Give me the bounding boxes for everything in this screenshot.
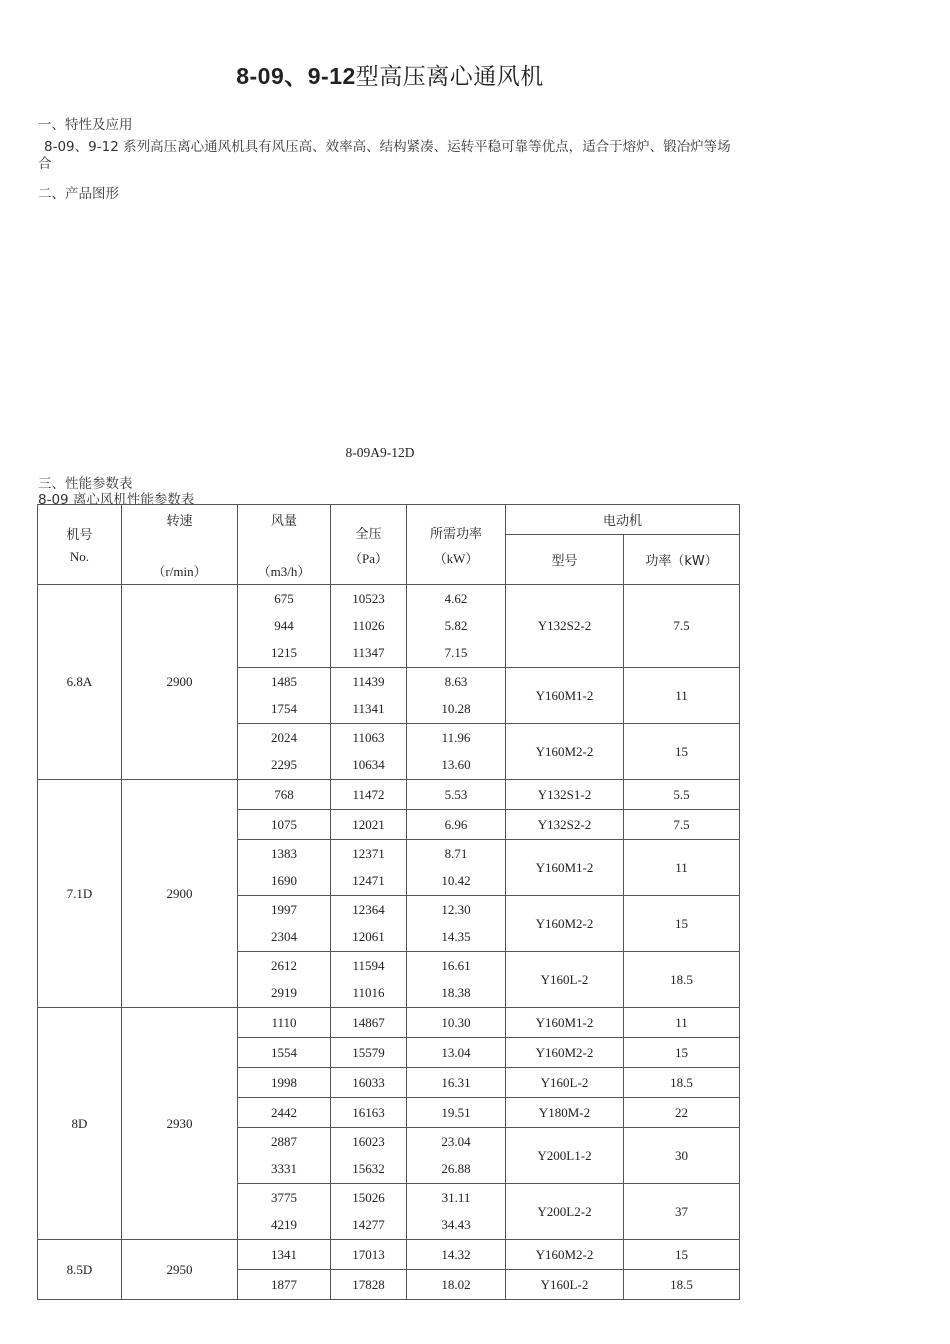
cell-flow-value: 768: [274, 786, 294, 802]
cell-pressure: [331, 1128, 407, 1184]
cell-pressure-value: 12061: [352, 929, 385, 945]
cell-flow-value: 3331: [271, 1161, 297, 1177]
cell-flow-value: 944: [274, 617, 294, 633]
header-motor-model: 型号: [506, 535, 624, 585]
cell-power-required-value: 16.61: [441, 957, 471, 973]
cell-power-required: [407, 668, 506, 724]
cell-pressure-value: 14867: [352, 1014, 385, 1030]
cell-model-no: 8D: [38, 1008, 122, 1240]
cell-motor-model: Y160L-2: [506, 1270, 624, 1300]
cell-power-required: [407, 780, 506, 810]
cell-flow-value: 4219: [271, 1217, 297, 1233]
table-row: [38, 585, 740, 668]
cell-motor-model: Y200L1-2: [506, 1128, 624, 1184]
table-body: [38, 585, 740, 1300]
cell-flow-value: 2887: [271, 1133, 297, 1149]
cell-flow-value: 1690: [271, 873, 297, 889]
header-motor: 电动机: [506, 505, 740, 535]
cell-flow-value: 1554: [271, 1044, 297, 1060]
cell-pressure: [331, 1184, 407, 1240]
cell-motor-power: 18.5: [624, 952, 740, 1008]
cell-power-required-value: 8.71: [444, 845, 468, 861]
cell-motor-model: Y132S2-2: [506, 810, 624, 840]
cell-pressure: [331, 1008, 407, 1038]
cell-flow-value: 1485: [271, 673, 297, 689]
cell-power-required-value: 11.96: [441, 729, 471, 745]
cell-pressure-value: 12021: [352, 816, 385, 832]
cell-pressure-value: 15579: [352, 1044, 385, 1060]
cell-flow: [238, 780, 331, 810]
cell-power-required: [407, 810, 506, 840]
cell-power-required-value: 34.43: [441, 1217, 471, 1233]
cell-flow-value: 2612: [271, 957, 297, 973]
cell-power-required-value: 10.28: [441, 701, 471, 717]
cell-flow: [238, 1038, 331, 1068]
cell-motor-model: Y160M1-2: [506, 840, 624, 896]
cell-pressure-value: 12371: [352, 845, 385, 861]
cell-power-required: [407, 1038, 506, 1068]
title-text: 型高压离心通风机: [355, 64, 544, 90]
header-flow-unit: （m3/h）: [257, 563, 311, 579]
header-model-no-cn: 机号: [66, 528, 93, 543]
cell-flow-value: 2295: [271, 757, 297, 773]
cell-power-required-value: 16.31: [441, 1074, 471, 1090]
cell-pressure-value: 11063: [352, 729, 385, 745]
cell-flow-value: 1215: [271, 645, 297, 661]
cell-motor-power: 7.5: [624, 810, 740, 840]
table-row: [38, 1008, 740, 1038]
cell-motor-power: 11: [624, 1008, 740, 1038]
cell-power-required: [407, 1270, 506, 1300]
cell-flow: [238, 1270, 331, 1300]
cell-flow: [238, 810, 331, 840]
section-heading-features: 一、特性及应用: [38, 117, 133, 133]
description-paragraph: 8-09、9-12 系列高压离心通风机具有风压高、效率高、结构紧凑、运转平稳可靠等优点，适合于熔炉、锻冶炉等场合: [38, 139, 731, 172]
cell-motor-model: Y160M1-2: [506, 1008, 624, 1038]
cell-motor-power: 15: [624, 1240, 740, 1270]
cell-flow: [238, 585, 331, 668]
cell-power-required-value: 14.32: [441, 1246, 471, 1262]
table-row: [38, 780, 740, 810]
cell-power-required-value: 18.38: [441, 985, 471, 1001]
cell-flow-value: 1754: [271, 701, 297, 717]
cell-motor-model: Y160M2-2: [506, 1038, 624, 1068]
cell-flow: [238, 1098, 331, 1128]
cell-pressure-value: 17013: [352, 1246, 385, 1262]
cell-speed: 2900: [122, 780, 238, 1008]
cell-flow-value: 1110: [271, 1014, 297, 1030]
cell-motor-power: 22: [624, 1098, 740, 1128]
header-pressure-label: 全压: [355, 526, 382, 542]
title-model: 8-09、9-12: [236, 63, 356, 89]
cell-power-required: [407, 1068, 506, 1098]
table-title: 8-09 离心风机性能参数表: [38, 492, 195, 508]
cell-flow: [238, 668, 331, 724]
cell-motor-model: Y160L-2: [506, 952, 624, 1008]
cell-power-required: [407, 1098, 506, 1128]
cell-flow: [238, 1184, 331, 1240]
cell-power-required: [407, 840, 506, 896]
cell-power-required-value: 4.62: [444, 590, 468, 606]
cell-motor-power: 15: [624, 1038, 740, 1068]
cell-pressure-value: 17828: [352, 1276, 385, 1292]
cell-motor-model: Y200L2-2: [506, 1184, 624, 1240]
cell-power-required-value: 13.04: [441, 1044, 471, 1060]
cell-motor-model: Y160M2-2: [506, 724, 624, 780]
cell-flow-value: 1877: [271, 1276, 297, 1292]
cell-flow-value: 1998: [271, 1074, 297, 1090]
cell-power-required-value: 6.96: [444, 816, 468, 832]
cell-pressure: [331, 724, 407, 780]
cell-flow: [238, 1240, 331, 1270]
cell-motor-power: 15: [624, 724, 740, 780]
cell-power-required-value: 5.82: [444, 617, 468, 633]
cell-power-required-value: 12.30: [441, 901, 471, 917]
cell-flow-value: 1997: [271, 901, 297, 917]
cell-flow: [238, 1008, 331, 1038]
cell-motor-power: 30: [624, 1128, 740, 1184]
cell-motor-power: 11: [624, 668, 740, 724]
header-power-required: [407, 505, 506, 585]
cell-motor-model: Y160M1-2: [506, 668, 624, 724]
cell-pressure-value: 11341: [352, 701, 385, 717]
cell-flow: [238, 1128, 331, 1184]
cell-power-required-value: 5.53: [444, 786, 468, 802]
cell-pressure: [331, 1270, 407, 1300]
cell-pressure-value: 11347: [352, 645, 385, 661]
cell-power-required: [407, 1128, 506, 1184]
header-model-no: [38, 505, 122, 585]
cell-power-required: [407, 896, 506, 952]
cell-power-required-value: 23.04: [441, 1133, 471, 1149]
cell-speed: 2900: [122, 585, 238, 780]
cell-flow: [238, 1068, 331, 1098]
cell-flow-value: 2304: [271, 929, 297, 945]
cell-pressure: [331, 1068, 407, 1098]
cell-pressure-value: 11439: [352, 673, 385, 689]
cell-power-required: [407, 724, 506, 780]
header-power-required-unit: （kW）: [433, 550, 479, 566]
cell-flow-value: 2442: [271, 1104, 297, 1120]
cell-pressure: [331, 780, 407, 810]
cell-pressure-value: 11026: [352, 617, 385, 633]
header-speed-label: 转速: [166, 513, 193, 529]
cell-power-required: [407, 585, 506, 668]
performance-table: [37, 504, 740, 1300]
cell-power-required: [407, 1008, 506, 1038]
header-motor-power: 功率（kW）: [624, 535, 740, 585]
header-power-required-label: 所需功率: [429, 526, 482, 542]
cell-pressure-value: 16033: [352, 1074, 385, 1090]
header-pressure-unit: （Pa）: [348, 550, 388, 566]
cell-pressure: [331, 585, 407, 668]
cell-flow-value: 2919: [271, 985, 297, 1001]
header-speed-unit: （r/min）: [152, 563, 207, 579]
cell-power-required-value: 13.60: [441, 757, 471, 773]
cell-flow-value: 3775: [271, 1189, 297, 1205]
cell-power-required-value: 10.42: [441, 873, 471, 889]
cell-pressure-value: 12471: [352, 873, 385, 889]
cell-pressure: [331, 1038, 407, 1068]
cell-power-required-value: 14.35: [441, 929, 471, 945]
cell-power-required-value: 7.15: [444, 645, 468, 661]
cell-flow: [238, 724, 331, 780]
cell-power-required: [407, 1184, 506, 1240]
cell-flow-value: 1341: [271, 1246, 297, 1262]
cell-motor-model: Y132S1-2: [506, 780, 624, 810]
header-flow-label: 风量: [270, 513, 297, 529]
cell-model-no: 7.1D: [38, 780, 122, 1008]
cell-speed: 2950: [122, 1240, 238, 1300]
cell-motor-model: Y160L-2: [506, 1068, 624, 1098]
cell-power-required: [407, 952, 506, 1008]
cell-flow-value: 1075: [271, 816, 297, 832]
cell-power-required-value: 19.51: [441, 1104, 471, 1120]
cell-motor-model: Y160M2-2: [506, 896, 624, 952]
cell-pressure-value: 10634: [352, 757, 385, 773]
header-flow: [238, 505, 331, 585]
figure-caption: 8-09A9-12D: [345, 445, 415, 460]
cell-pressure-value: 16163: [352, 1104, 385, 1120]
cell-pressure-value: 16023: [352, 1133, 385, 1149]
cell-power-required-value: 26.88: [441, 1161, 471, 1177]
cell-pressure-value: 11472: [352, 786, 385, 802]
cell-motor-power: 11: [624, 840, 740, 896]
cell-power-required-value: 8.63: [444, 673, 468, 689]
cell-pressure-value: 15026: [352, 1189, 385, 1205]
cell-pressure-value: 10523: [352, 590, 385, 606]
cell-flow-value: 675: [274, 590, 294, 606]
cell-pressure: [331, 1240, 407, 1270]
cell-pressure: [331, 810, 407, 840]
cell-power-required: [407, 1240, 506, 1270]
cell-motor-power: 5.5: [624, 780, 740, 810]
cell-motor-model: Y160M2-2: [506, 1240, 624, 1270]
cell-flow: [238, 952, 331, 1008]
page-title: [0, 58, 780, 91]
cell-motor-power: 37: [624, 1184, 740, 1240]
cell-motor-power: 15: [624, 896, 740, 952]
section-heading-figure: 二、产品图形: [38, 186, 119, 202]
header-model-no-en: No.: [69, 549, 90, 564]
cell-pressure: [331, 668, 407, 724]
cell-speed: 2930: [122, 1008, 238, 1240]
cell-pressure-value: 11016: [352, 985, 385, 1001]
cell-flow-value: 2024: [271, 729, 297, 745]
cell-pressure-value: 12364: [352, 901, 385, 917]
cell-power-required-value: 31.11: [441, 1189, 471, 1205]
cell-pressure: [331, 896, 407, 952]
header-speed: [122, 505, 238, 585]
cell-model-no: 8.5D: [38, 1240, 122, 1300]
cell-pressure: [331, 952, 407, 1008]
cell-pressure-value: 14277: [352, 1217, 385, 1233]
cell-power-required-value: 10.30: [441, 1014, 471, 1030]
cell-motor-power: 7.5: [624, 585, 740, 668]
cell-pressure: [331, 840, 407, 896]
header-pressure: [331, 505, 407, 585]
cell-pressure-value: 11594: [352, 957, 385, 973]
section-heading-params: 三、性能参数表: [38, 476, 133, 492]
cell-motor-model: Y132S2-2: [506, 585, 624, 668]
cell-flow: [238, 840, 331, 896]
cell-flow: [238, 896, 331, 952]
cell-flow-value: 1383: [271, 845, 297, 861]
cell-model-no: 6.8A: [38, 585, 122, 780]
cell-motor-power: 18.5: [624, 1270, 740, 1300]
cell-pressure-value: 15632: [352, 1161, 385, 1177]
cell-motor-power: 18.5: [624, 1068, 740, 1098]
cell-power-required-value: 18.02: [441, 1276, 471, 1292]
cell-motor-model: Y180M-2: [506, 1098, 624, 1128]
cell-pressure: [331, 1098, 407, 1128]
table-row: [38, 1240, 740, 1270]
